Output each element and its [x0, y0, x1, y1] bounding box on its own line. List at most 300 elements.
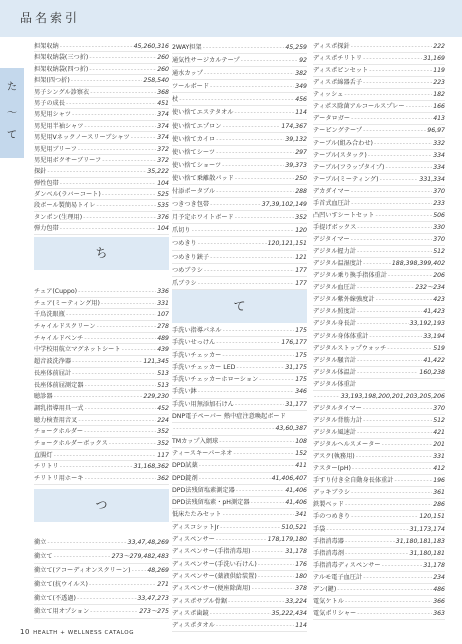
index-entry [313, 246, 445, 258]
leader-dots [102, 189, 156, 199]
entry-name: タンポン(生理用) [34, 213, 83, 221]
side-tab-char: た [7, 82, 17, 93]
leader-dots [78, 144, 156, 154]
index-entry [313, 403, 445, 415]
index-column-2b [172, 325, 307, 632]
entry-name: 弾力包帯 [34, 225, 59, 233]
entry-page: 175 [295, 351, 307, 359]
entry-page: 41,406 [285, 499, 307, 507]
index-entry [172, 67, 307, 80]
entry-name: ディスポチリトリ [313, 55, 363, 63]
index-entry [172, 211, 307, 224]
entry-page: 33,192,193 [409, 320, 445, 328]
leader-dots [210, 251, 294, 263]
leader-dots [326, 524, 408, 535]
entry-page: 41,422 [423, 356, 445, 364]
page-title: 品名索引 [20, 11, 81, 25]
entry-name: 中学校用航立マグネットシート [34, 346, 121, 354]
entry-name: ディスコシットJr [172, 523, 220, 531]
index-entry [172, 436, 307, 448]
index-entry [34, 344, 169, 356]
index-entry [34, 536, 169, 550]
index-entry [172, 185, 307, 198]
entry-name: 凸凹いすシートセット [313, 211, 375, 219]
entry-name: チャイルドベンチ [34, 334, 84, 342]
entry-name: 月予定ホワイトボード [172, 214, 234, 222]
entry-page: 439 [157, 346, 169, 354]
index-entry [172, 325, 307, 337]
entry-name: ディスペンサー(手指消毒用) [172, 548, 251, 556]
index-entry [313, 306, 445, 318]
entry-name: つめブラシ [172, 266, 203, 274]
index-entry [34, 564, 169, 578]
index-entry [313, 65, 445, 77]
entry-name: ティースキーパーネオ [172, 449, 233, 457]
entry-page: 104 [157, 179, 169, 187]
entry-page: 222 [433, 43, 445, 50]
leader-dots [102, 155, 156, 165]
index-entry [34, 309, 169, 321]
entry-page: 39,132 [285, 135, 307, 143]
leader-dots [251, 497, 285, 508]
entry-name: 聴診器 [34, 393, 53, 401]
leader-dots [363, 53, 422, 64]
leader-dots [233, 448, 294, 459]
index-entry [313, 524, 445, 536]
entry-name: ディスポサブル骨鋸 [172, 597, 227, 605]
leader-dots [357, 246, 432, 257]
leader-dots [351, 186, 432, 197]
index-entry [34, 438, 169, 450]
leader-dots [374, 138, 432, 149]
entry-page: 96,97 [427, 127, 445, 135]
entry-name: チョークホルダーボックス [34, 439, 108, 447]
leader-dots [85, 473, 157, 484]
index-entry [172, 620, 307, 632]
leader-dots [357, 355, 422, 366]
index-entry [172, 172, 307, 185]
entry-name: 手提げボックス [313, 223, 357, 231]
entry-page: 176,177 [281, 339, 307, 347]
index-entry [313, 138, 445, 150]
index-entry [172, 571, 307, 583]
entry-page: 201 [433, 441, 445, 449]
leader-dots [109, 438, 156, 449]
leader-dots [235, 172, 294, 184]
leader-dots [54, 391, 143, 402]
entry-name: 手指消毒ディスペンサー [313, 561, 381, 569]
entry-name: ディスポピンセット [313, 67, 369, 75]
entry-page: 175 [295, 376, 307, 384]
entry-page: 33,194 [423, 332, 445, 340]
leader-dots [351, 511, 418, 522]
entry-name: ティッシュ [313, 91, 344, 99]
index-entry [172, 411, 307, 423]
entry-name: 千鳥洗眼瓶 [34, 311, 65, 319]
leader-dots [199, 460, 295, 471]
leader-dots [385, 162, 432, 173]
index-entry [34, 286, 169, 298]
leader-dots [356, 451, 432, 462]
leader-dots [89, 52, 156, 62]
index-entry [313, 294, 445, 306]
entry-name: 直腸灯 [34, 451, 53, 459]
entry-name: チョークホルダー [34, 428, 84, 436]
index-entry [34, 391, 169, 403]
index-entry [172, 264, 307, 277]
entry-name: つめきり鋏子 [172, 253, 210, 261]
leader-dots [78, 286, 156, 297]
index-entry [313, 125, 445, 137]
index-entry [172, 485, 307, 497]
leader-dots [352, 463, 432, 474]
index-entry [34, 426, 169, 438]
index-entry [34, 550, 169, 564]
entry-page: 258,540 [143, 77, 169, 85]
index-entry [313, 499, 445, 511]
entry-name: 担架収納 [34, 43, 59, 50]
leader-dots [204, 67, 294, 79]
leader-dots [60, 178, 156, 188]
entry-page: 421 [433, 429, 445, 436]
leader-dots [198, 277, 294, 289]
leader-dots [236, 362, 284, 373]
leader-dots [337, 584, 432, 595]
index-entry [34, 356, 169, 368]
entry-page: 513 [157, 381, 169, 389]
entry-page: 229,230 [143, 393, 169, 401]
index-entry [313, 451, 445, 463]
entry-page: 362 [157, 475, 169, 482]
leader-dots [234, 106, 294, 118]
index-entry [172, 93, 307, 106]
index-entry [34, 368, 169, 380]
leader-dots [60, 461, 133, 472]
entry-page: 121 [295, 253, 307, 261]
entry-name: デジタル騒音計 [313, 356, 356, 364]
entry-name: 衝立て(アコーディオンスクリーン) [34, 566, 131, 574]
index-entry [313, 475, 445, 487]
index-entry [172, 106, 307, 119]
leader-dots [132, 564, 147, 577]
leader-dots [78, 415, 156, 426]
index-entry [172, 423, 307, 435]
entry-name: 担架収納袋(三つ折) [34, 54, 89, 62]
index-entry [34, 109, 169, 120]
entry-name: 鉄製ベッド [313, 501, 344, 509]
index-entry [313, 439, 445, 451]
leader-dots [84, 333, 156, 344]
index-entry [172, 146, 307, 159]
entry-page: 260 [157, 54, 169, 62]
entry-name: テーブル(組み合わせ) [313, 139, 373, 147]
leader-dots [198, 386, 294, 397]
leader-dots [369, 65, 432, 76]
index-entry [313, 174, 445, 186]
entry-name: 段ボール製簡易トイレ [34, 202, 96, 210]
entry-page: 206 [433, 272, 445, 280]
entry-name: 付添ポータブル [172, 188, 216, 196]
index-entry [313, 487, 445, 499]
entry-page: 331 [157, 299, 169, 307]
entry-page: 331 [433, 453, 445, 461]
entry-name: デジタル照度計 [313, 308, 356, 316]
index-entry [313, 415, 445, 427]
entry-page: 510,521 [281, 523, 307, 531]
leader-dots [351, 234, 433, 245]
entry-name: 超音波洗浄器 [34, 358, 72, 366]
entry-page: 92 [299, 57, 307, 65]
entry-page: 31,177 [285, 400, 307, 408]
index-entry [313, 560, 445, 572]
entry-name: デジタイマー [313, 236, 350, 243]
index-column-2 [172, 41, 307, 290]
leader-dots [198, 237, 267, 249]
entry-name: つめきり [172, 240, 197, 248]
entry-name: 低床たたみセット [172, 511, 222, 519]
index-entry [172, 80, 307, 93]
index-entry [313, 113, 445, 125]
leader-dots [220, 522, 280, 533]
index-entry [313, 463, 445, 475]
leader-dots [235, 399, 284, 410]
index-entry [172, 224, 307, 237]
section-heading-te: て [172, 290, 307, 323]
entry-name: 電気ポリシャー [313, 609, 357, 617]
entry-page: 31,169 [423, 55, 445, 63]
leader-dots [72, 356, 142, 367]
index-entry [172, 337, 307, 349]
entry-page: 35,222 [147, 168, 169, 176]
index-entry [172, 120, 307, 133]
entry-page: 273〜279,482,483 [111, 552, 169, 560]
entry-page: 45,259 [285, 44, 307, 51]
index-entry [34, 178, 169, 189]
leader-dots [241, 54, 298, 66]
entry-page: 372 [157, 156, 169, 164]
index-entry [34, 200, 169, 211]
entry-name: データロガー [313, 115, 351, 123]
entry-page: 366 [433, 597, 445, 605]
leader-dots [345, 548, 409, 559]
entry-name: 衝立て [34, 552, 53, 560]
index-entry [313, 234, 445, 246]
entry-page: 120,121,151 [267, 240, 307, 248]
index-entry [313, 379, 445, 391]
leader-dots [351, 487, 432, 498]
entry-page: 334 [433, 151, 445, 159]
index-entry [34, 450, 169, 462]
entry-name: デジタル血圧計 [313, 284, 356, 292]
leader-dots [216, 133, 284, 145]
entry-page: 33,47,48,269 [127, 539, 169, 546]
leader-dots [388, 270, 432, 281]
index-entry [172, 350, 307, 362]
entry-name: 担架(四つ折) [34, 77, 70, 85]
entry-page: 513 [157, 369, 169, 377]
entry-name: 衝立て用オプション [34, 608, 90, 616]
entry-page: 180 [295, 572, 307, 580]
index-column-1 [34, 41, 169, 235]
leader-dots [66, 98, 156, 108]
entry-name: 長座体前屈計 [34, 369, 72, 377]
entry-page: 278 [157, 323, 169, 331]
entry-page: 35,222,434 [271, 609, 307, 617]
leader-dots [89, 578, 156, 591]
entry-name: 男児用シャツ [34, 111, 72, 119]
entry-name: デカダイマー [313, 187, 350, 195]
entry-page: 352 [157, 428, 169, 436]
index-entry [313, 186, 445, 198]
index-entry [34, 41, 169, 52]
entry-name: デジタル温湿度計 [313, 260, 363, 268]
entry-page: 160,238 [419, 368, 445, 376]
entry-page: 250 [295, 174, 307, 182]
leader-dots [357, 427, 432, 438]
page-number: 10 [20, 628, 31, 636]
entry-page: 331,334 [419, 175, 445, 183]
entry-name: 弾性包帯 [34, 179, 59, 187]
index-entry [172, 386, 307, 398]
entry-name: TMカップ入網球 [172, 437, 219, 445]
leader-dots [77, 592, 137, 605]
entry-name: テスター(pH) [313, 465, 351, 473]
leader-dots [72, 109, 156, 119]
entry-page: 31,173,174 [409, 525, 445, 533]
entry-name: ツールボード [172, 83, 210, 91]
index-entry [34, 298, 169, 310]
index-entry [313, 53, 445, 65]
entry-page: 121,345 [143, 358, 169, 366]
entry-name: 男子の成長 [34, 99, 65, 107]
entry-name: 男児用半袖シャツ [34, 122, 84, 130]
index-entry [34, 132, 169, 143]
entry-name: 手指消毒器 [313, 537, 344, 545]
index-column-1c [34, 536, 169, 619]
index-entry [313, 210, 445, 222]
entry-name: チャイルドスクリーン [34, 323, 96, 331]
index-column-1b [34, 286, 169, 485]
index-entry [313, 343, 445, 355]
entry-page: 332 [433, 139, 445, 147]
entry-name: 手洗いチェッカーホローション [172, 376, 259, 384]
entry-page: 370 [433, 187, 445, 195]
entry-name: デスク(執務用) [313, 453, 355, 461]
leader-dots [345, 499, 432, 510]
index-entry [313, 77, 445, 89]
entry-page: 370 [433, 236, 445, 243]
leader-dots [351, 113, 432, 124]
leader-dots [236, 485, 285, 496]
entry-page: 412 [433, 465, 445, 473]
index-entry [313, 282, 445, 294]
index-entry [172, 608, 307, 620]
entry-page: 288 [295, 188, 307, 196]
entry-page: 374 [157, 122, 169, 130]
leader-dots [71, 75, 143, 85]
leader-dots [228, 596, 284, 607]
index-entry [172, 522, 307, 534]
index-entry [313, 318, 445, 330]
entry-name: DPD錠剤 [172, 474, 198, 482]
index-entry [34, 578, 169, 592]
entry-name: 手洗いチェッカー [172, 351, 222, 359]
leader-dots [72, 368, 156, 379]
index-entry [313, 572, 445, 584]
entry-page: 423 [433, 296, 445, 304]
entry-page: 349 [295, 83, 307, 91]
entry-name: 衝立て(不透過) [34, 594, 76, 602]
entry-page: 413 [433, 115, 445, 123]
leader-dots [90, 605, 138, 618]
section-heading-tsu: つ [34, 489, 169, 522]
leader-dots [90, 87, 156, 97]
leader-dots [363, 258, 391, 269]
entry-name: テーブル(ミーティング) [313, 175, 379, 183]
entry-name: ディスポタオル [172, 622, 215, 630]
index-entry [172, 559, 307, 571]
entry-name: デジタル風速計 [313, 429, 356, 436]
index-entry [34, 189, 169, 200]
index-entry [34, 121, 169, 132]
entry-name: デジタル身体体重計 [313, 332, 369, 340]
entry-page: 176 [295, 560, 307, 568]
leader-dots [406, 101, 433, 112]
index-entry [313, 162, 445, 174]
page-footer [20, 628, 134, 636]
entry-page: 376 [157, 213, 169, 221]
leader-dots [357, 608, 432, 619]
entry-page: 512 [433, 248, 445, 256]
entry-page: 41,406 [285, 486, 307, 494]
leader-dots [223, 325, 295, 336]
header-band [0, 0, 462, 37]
entry-name: 手袋 [313, 525, 326, 533]
entry-name: テーブル(スタック) [313, 151, 367, 159]
leader-dots [387, 343, 432, 354]
index-entry [313, 222, 445, 234]
entry-page: 452 [157, 404, 169, 412]
index-entry [313, 511, 445, 523]
entry-page: 525 [157, 191, 169, 199]
index-entry [34, 473, 169, 485]
entry-page: 33,193,198,200,201,203,205,206 [340, 392, 445, 400]
entry-name: チェア(ミーティング用) [34, 299, 100, 307]
index-entry [313, 608, 445, 620]
entry-name: 使い捨てシーツ [172, 148, 216, 156]
section-heading-chi: ち [34, 237, 169, 270]
entry-name: チェア(Cuppo) [34, 288, 78, 295]
index-entry [172, 54, 307, 67]
entry-name: 手洗い用無添加石けん [172, 400, 234, 408]
leader-dots [204, 264, 294, 276]
index-entry [34, 75, 169, 86]
entry-page: 177 [295, 279, 307, 287]
entry-name: デッキブラシ [313, 489, 351, 497]
entry-name: テーピングテープ [313, 127, 363, 135]
index-entry [34, 592, 169, 606]
entry-page: 177 [295, 266, 307, 274]
entry-name: デジタル身長計 [313, 320, 356, 328]
index-entry [34, 333, 169, 345]
leader-dots [210, 608, 271, 619]
entry-name: 使い捨てカイロ [172, 135, 216, 143]
entry-page: 361 [433, 489, 445, 497]
index-entry [172, 497, 307, 509]
index-entry [34, 144, 169, 155]
entry-page: 297 [295, 148, 307, 156]
leader-dots [380, 174, 419, 185]
